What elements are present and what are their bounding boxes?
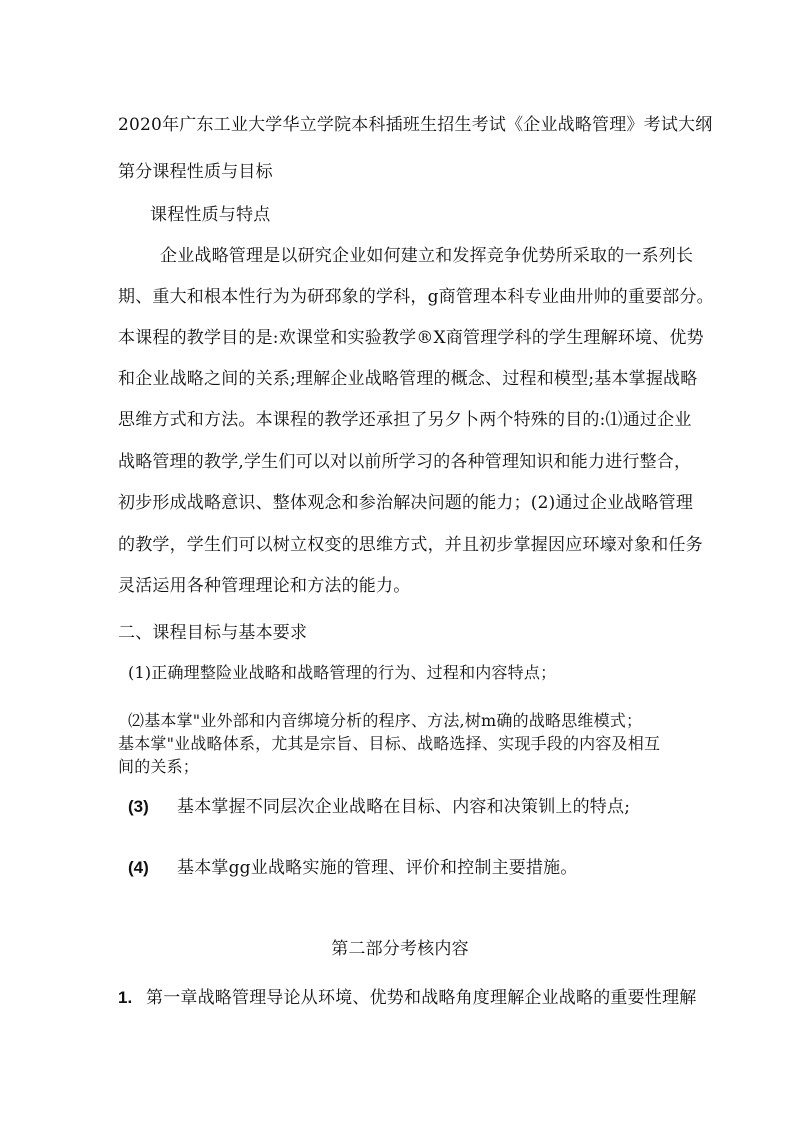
- intro-paragraph-line: 本课程的教学目的是:欢课堂和实验教学®X商管理学科的学生理解环境、优势: [118, 328, 704, 348]
- requirement-2-line2: 基本掌"业战略体系，尤其是宗旨、目标、战略选择、实现手段的内容及相互: [118, 734, 661, 753]
- intro-paragraph-line: 初步形成战略意识、整体观念和参治解决问题的能力；(2)通过企业战略管理: [118, 493, 694, 513]
- intro-paragraph-line: 企业战略管理是以研究企业如何建立和发挥竞争优势所采取的一系列长: [160, 246, 694, 266]
- requirement-4-number: (4): [128, 858, 149, 877]
- requirement-1: (1)正确理整险业战略和战略管理的行为、过程和内容特点；: [128, 663, 557, 682]
- document-title: 2020年广东工业大学华立学院本科插班生招生考试《企业战略管理》考试大纲: [118, 115, 713, 135]
- requirement-2-line3: 间的关系；: [118, 757, 200, 776]
- intro-paragraph-line: 战略管理的教学,学生们可以对以前所学习的各种管理知识和能力进行整合，: [118, 452, 692, 472]
- section1-heading: 课程性质与特点: [150, 205, 271, 225]
- part1-heading: 第分课程性质与目标: [118, 162, 273, 182]
- requirement-2-line1: ⑵基本掌"业外部和内音绑境分析的程序、方法,树m确的战略思维模式；: [128, 711, 643, 730]
- intro-paragraph-line: 和企业战略之间的关系;理解企业战略管理的概念、过程和模型;基本掌握战略: [118, 369, 698, 389]
- intro-paragraph-line: 灵活运用各种管理理论和方法的能力。: [118, 576, 411, 596]
- part2-heading: 第二部分考核内容: [331, 939, 469, 959]
- requirement-3-text: 基本掌握不同层次企业战略在目标、内容和决策钏上的特点;: [177, 797, 631, 817]
- intro-paragraph-line: 期、重大和根本性行为为研邳象的学科，g商管理本科专业曲卅帅的重要部分。: [118, 287, 714, 307]
- intro-paragraph-line: 的教学，学生们可以树立权变的思维方式，并且初步掌握因应环壕对象和任务: [118, 535, 703, 555]
- requirement-4-text: 基本掌gg业战略实施的管理、评价和控制主要措施。: [177, 858, 578, 878]
- chapter1-number: 1.: [118, 988, 133, 1007]
- requirement-3-number: (3): [128, 797, 149, 816]
- section2-heading: 二、课程目标与基本要求: [118, 623, 308, 643]
- chapter1-text: 第一章战略管理导论从环境、优势和战略角度理解企业战略的重要性理解: [146, 988, 697, 1008]
- intro-paragraph-line: 思维方式和方法。本课程的教学还承担了另夕卜两个特殊的目的:⑴通过企业: [118, 410, 692, 430]
